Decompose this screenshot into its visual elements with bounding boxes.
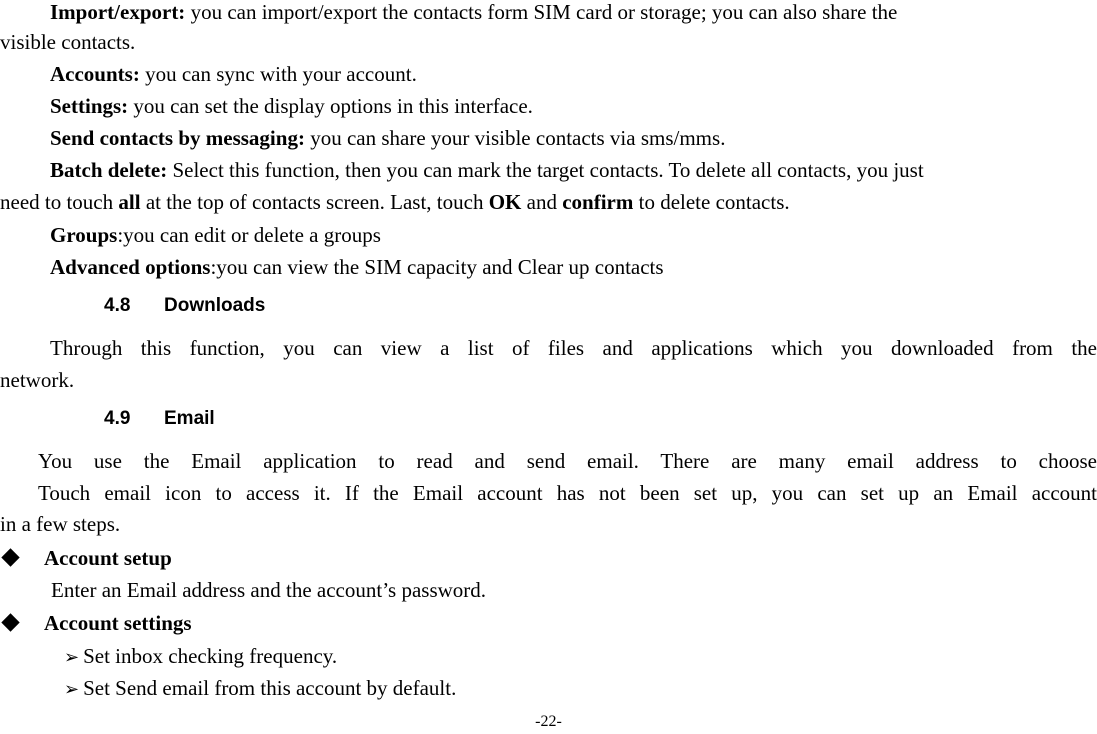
batch-delete-all-keyword: all (118, 190, 141, 214)
section-number-email: 4.9 (104, 408, 131, 429)
email-body-line1: You use the Email application to read and send email. There are many email address to choose (38, 449, 1097, 473)
batch-delete-line2-a: need to touch (0, 190, 119, 214)
downloads-body-line2: network. (0, 368, 75, 392)
batch-delete-line2-c: and (521, 190, 563, 214)
section-heading-email (104, 407, 215, 431)
advanced-options-text: :you can view the SIM capacity and Clear up contacts (210, 255, 664, 279)
sub-bullet-item (64, 644, 337, 670)
accounts-paragraph (50, 62, 417, 86)
diamond-bullet-icon (1, 613, 19, 631)
arrow-bullet-icon: ➢ (64, 679, 80, 700)
downloads-body-line1: Through this function, you can view a list of files and applications which you downloaded from the (50, 336, 1097, 360)
batch-delete-text: Select this function, then you can mark the target contacts. To delete all contacts, you just (167, 158, 924, 182)
bullet-account-settings-title: Account settings (44, 611, 192, 635)
arrow-bullet-icon: ➢ (64, 647, 80, 668)
send-contacts-text: you can share your visible contacts via sms/mms. (304, 126, 726, 150)
batch-delete-confirm-keyword: confirm (562, 190, 634, 214)
batch-delete-line2-d: to delete contacts. (633, 190, 790, 214)
settings-text: you can set the display options in this interface. (128, 94, 533, 118)
account-setup-description: Enter an Email address and the account’s password. (51, 578, 487, 602)
accounts-term: Accounts: (50, 62, 140, 86)
accounts-text: you can sync with your account. (139, 62, 417, 86)
settings-paragraph (50, 94, 533, 118)
groups-term: Groups (50, 223, 118, 247)
sub-bullet-text: Set inbox checking frequency. (83, 644, 338, 668)
batch-delete-ok-keyword: OK (488, 190, 522, 214)
page-number: -22- (535, 713, 562, 730)
send-contacts-term: Send contacts by messaging: (50, 126, 305, 150)
batch-delete-continuation (0, 190, 790, 214)
batch-delete-line2-b: at the top of contacts screen. Last, touch (140, 190, 489, 214)
import-export-term: Import/export: (50, 0, 186, 24)
sub-bullet-item (64, 676, 456, 702)
diamond-bullet-icon (1, 548, 19, 566)
import-export-paragraph (50, 0, 897, 24)
import-export-text: you can import/export the contacts form SIM card or storage; you can also share the (185, 0, 898, 24)
send-contacts-paragraph (50, 126, 725, 150)
import-export-continuation: visible contacts. (0, 30, 136, 54)
email-body-line2: Touch email icon to access it. If the Email account has not been set up, you can set up an Email account (38, 481, 1097, 505)
advanced-options-term: Advanced options (50, 255, 211, 279)
section-number-downloads: 4.8 (104, 295, 131, 316)
sub-bullet-text: Set Send email from this account by default. (83, 676, 457, 700)
batch-delete-term: Batch delete: (50, 158, 168, 182)
advanced-options-paragraph (50, 255, 664, 279)
section-title-downloads: Downloads (164, 295, 266, 316)
groups-text: :you can edit or delete a groups (117, 223, 381, 247)
section-title-email: Email (164, 408, 215, 429)
email-body-line3: in a few steps. (0, 512, 121, 536)
section-heading-downloads (104, 294, 265, 318)
settings-term: Settings: (50, 94, 129, 118)
batch-delete-paragraph (50, 158, 924, 182)
bullet-account-setup-title: Account setup (44, 546, 172, 570)
groups-paragraph (50, 223, 381, 247)
